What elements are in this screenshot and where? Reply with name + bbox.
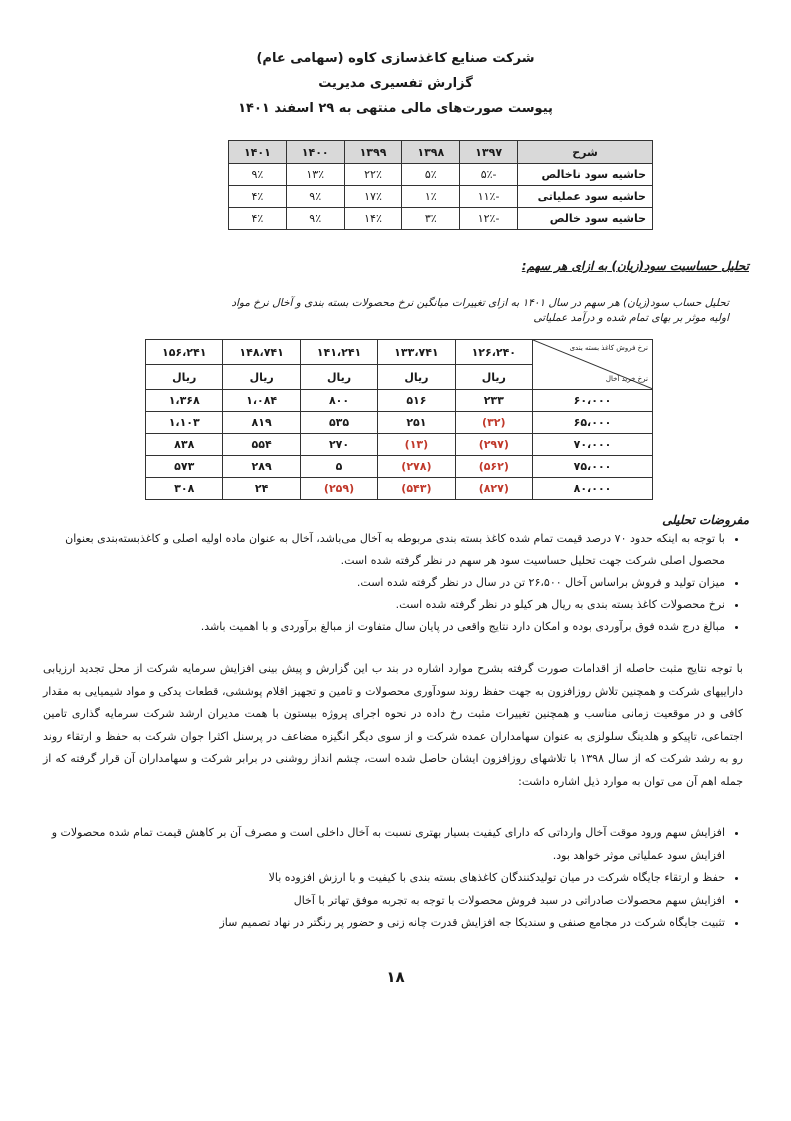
sensitivity-description: تحلیل حساب سود(زیان) هر سهم در سال ۱۴۰۱ به ازای تغییرات میانگین نرخ محصولات بسته بندی و آخال نرخ مواد اولیه موثر بر بهای تمام شده و درآمد عملیاتی [231,297,729,324]
list-item: • با توجه به اینکه حدود ۷۰ درصد قیمت تمام شده کاغذ بسته بندی مربوطه به آخال می‌باشد، آخال به عنوان ماده اولیه اصلی و کاغذبسته‌بندی بعنوان محصول اصلی شرکت جهت تحلیل حساسیت سود هر سهم در نظر گرفته شده است. [35,528,725,572]
eps-value-cell: ۲۴ [223,478,300,500]
outlook-list [35,822,743,935]
eps-value-cell: ۲۵۱ [378,412,455,434]
table-row [146,390,653,412]
table-cell: ۹٪ [229,164,287,186]
eps-value-cell: ۳۰۸ [146,478,223,500]
row-label: حاشیه سود ناخالص [518,164,653,186]
eps-value-cell: ۵۵۴ [223,434,300,456]
report-title: گزارش تفسیری مدیریت [318,76,473,91]
eps-value-cell: ۵۱۶ [378,390,455,412]
unit-label: ریال [223,365,300,390]
outlook-paragraph: با توجه نتایج مثبت حاصله از اقدامات صورت گرفته بشرح موارد اشاره در بند ب این گزارش و پیش بینی افزایش سرمایه شرکت از محل تجدید ارزیابی داراییهای شرکت و همچنین تلاش روزافزون به جهت حفظ روند سودآوری محصولات و تامین و تجهیز اقلام پوششی، قطعات یدکی و مواد شیمیایی به مقدار کافی و در موقعیت زمانی مناسب و همچنین تغییرات مثبت رخ داده در نحوه اجرای پروژه بیستون با همت مدیران ارشد شرکت سرمایه گذاری تامین اجتماعی، تاپیکو و هلدینگ سلولزی به عنوان سهامداران عمده شرکت و از سوی دیگر انگیزه مضاعف در پرسنل اکثرا جوان شرکت به حفظ و ارتقاء روند رو به رشد شرکت که از سال ۱۳۹۸ با تلاشهای روزافزون ایشان حاصل شده است، چشم انداز روشنی در برابر شرکت و سهامداران آن قرار گرفته که از جمله اهم آن می توان به موارد ذیل اشاره داشت: [43,662,743,788]
eps-value-cell: ۵ [300,456,377,478]
eps-value-cell: ۸۱۹ [223,412,300,434]
table-cell: ۵٪ [402,164,460,186]
list-item: • تثبیت جایگاه شرکت در مجامع صنفی و سندیکا جه افزایش قدرت چانه زنی و حضور پر رنگتر در نهاد تصمیم ساز [35,912,725,935]
eps-value-cell: ۱،۰۸۴ [223,390,300,412]
company-name: شرکت صنایع کاغذسازی کاوه (سهامی عام) [256,51,535,66]
margin-table-header [229,141,653,164]
row-label: حاشیه سود خالص [518,208,653,230]
table-row [229,186,653,208]
sensitivity-header-row [146,340,653,365]
table-cell: -۱۱٪ [460,186,518,208]
eps-value-cell: ۱،۳۶۸ [146,390,223,412]
table-cell: ۲۲٪ [344,164,402,186]
margin-table [228,140,653,230]
table-cell: ۱۷٪ [344,186,402,208]
eps-value-cell: ۵۳۵ [300,412,377,434]
table-cell: ۹٪ [286,186,344,208]
eps-value-cell: (۳۲) [455,412,532,434]
list-item: • افزایش سهم ورود موقت آخال وارداتی که دارای کیفیت بسیار بهتری نسبت به آخال داخلی است و مصرف آن بر کاهش قیمت تمام شده محصولات و افزایش سود عملیاتی موثر خواهد بود. [35,822,725,867]
table-row [146,456,653,478]
table-row [146,412,653,434]
table-cell: ۴٪ [229,186,287,208]
list-item: • میزان تولید و فروش براساس آخال ۲۶،۵۰۰ تن در سال در نظر گرفته شده است. [35,572,725,594]
corner-bottom-label: نرخ خرید آخال [605,375,648,383]
eps-value-cell: ۸۳۸ [146,434,223,456]
margin-header-cell: ۱۴۰۰ [286,141,344,164]
corner-top-label: نرخ فروش کاغذ بسته بندی [569,344,648,352]
page-number: ۱۸ [386,968,405,986]
row-label: حاشیه سود عملیاتی [518,186,653,208]
waste-rate-cell: ۶۰،۰۰۰ [533,390,653,412]
eps-value-cell: (۵۴۳) [378,478,455,500]
price-column-header: ۱۲۶،۲۴۰ [455,340,532,365]
margin-header-cell: ۱۳۹۸ [402,141,460,164]
waste-rate-cell: ۷۵،۰۰۰ [533,456,653,478]
eps-value-cell: ۸۰۰ [300,390,377,412]
assumptions-title: مفروضات تحلیلی [662,513,749,527]
eps-value-cell: (۲۹۷) [455,434,532,456]
eps-value-cell: ۵۷۳ [146,456,223,478]
eps-value-cell: ۲۳۳ [455,390,532,412]
table-row [146,478,653,500]
list-item: • افزایش سهم محصولات صادراتی در سبد فروش محصولات با توجه به تجربه موفق تهاتر با آخال [35,890,725,913]
unit-label: ریال [455,365,532,390]
unit-label: ریال [146,365,223,390]
document-header [0,46,791,121]
table-cell: ۱۴٪ [344,208,402,230]
list-item: • نرخ محصولات کاغذ بسته بندی به ریال هر کیلو در نظر گرفته شده است. [35,594,725,616]
list-item: • مبالغ درج شده فوق برآوردی بوده و امکان دارد نتایج واقعی در پایان سال متفاوت از مبالغ برآوردی و با اهمیت باشد. [35,616,725,638]
eps-value-cell: (۵۶۲) [455,456,532,478]
sensitivity-table [145,339,653,500]
table-cell: -۱۲٪ [460,208,518,230]
eps-value-cell: (۲۵۹) [300,478,377,500]
margin-header-cell: ۱۳۹۷ [460,141,518,164]
eps-value-cell: ۱،۱۰۳ [146,412,223,434]
table-cell: ۱٪ [402,186,460,208]
assumptions-list [35,528,743,638]
price-column-header: ۱۳۳،۷۴۱ [378,340,455,365]
unit-label: ریال [300,365,377,390]
table-row [229,208,653,230]
waste-rate-cell: ۶۵،۰۰۰ [533,412,653,434]
table-cell: -۵٪ [460,164,518,186]
eps-value-cell: (۱۳) [378,434,455,456]
table-row [229,164,653,186]
eps-value-cell: (۸۲۷) [455,478,532,500]
margin-header-cell: ۱۳۹۹ [344,141,402,164]
price-column-header: ۱۴۱،۲۴۱ [300,340,377,365]
eps-value-cell: ۲۸۹ [223,456,300,478]
table-cell: ۴٪ [229,208,287,230]
eps-value-cell: (۲۷۸) [378,456,455,478]
waste-rate-cell: ۷۰،۰۰۰ [533,434,653,456]
table-cell: ۹٪ [286,208,344,230]
report-subtitle: پیوست صورت‌های مالی منتهی به ۲۹ اسفند ۱۴۰۱ [238,101,553,116]
price-column-header: ۱۴۸،۷۴۱ [223,340,300,365]
eps-value-cell: ۲۷۰ [300,434,377,456]
unit-label: ریال [378,365,455,390]
list-item: • حفظ و ارتقاء جایگاه شرکت در میان تولیدکنندگان کاغذهای بسته بندی با کیفیت و با ارزش افزوده بالا [35,867,725,890]
margin-header-cell: شرح [518,141,653,164]
margin-header-cell: ۱۴۰۱ [229,141,287,164]
table-cell: ۱۳٪ [286,164,344,186]
table-cell: ۳٪ [402,208,460,230]
corner-cell [533,340,653,390]
price-column-header: ۱۵۶،۲۴۱ [146,340,223,365]
table-row [146,434,653,456]
waste-rate-cell: ۸۰،۰۰۰ [533,478,653,500]
sensitivity-title: تحلیل حساسیت سود(زیان) به ازای هر سهم: [521,259,749,273]
